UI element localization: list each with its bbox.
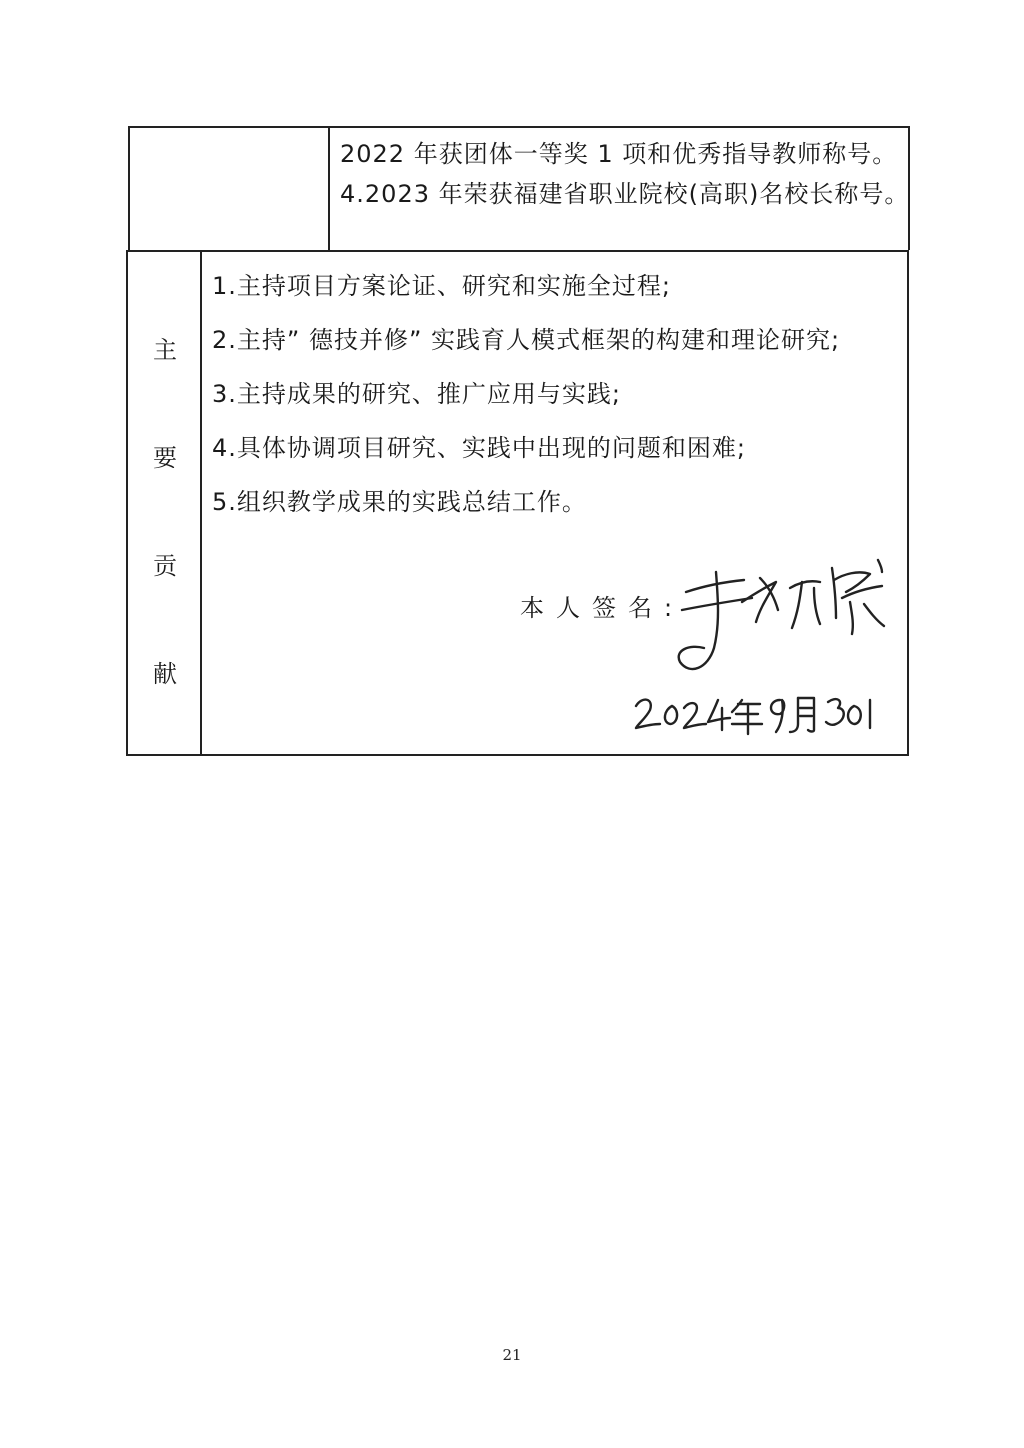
main-contribution-label-column (128, 252, 202, 754)
duty-list-item: 1.主持项目方案论证、研究和实施全过程; (212, 272, 671, 300)
side-label-char: 主 (153, 336, 177, 364)
handwritten-date (632, 688, 872, 738)
signature-label: 本人签名: (520, 594, 685, 622)
duty-list-item: 4.具体协调项目研究、实践中出现的问题和困难; (212, 434, 746, 462)
duty-list-item: 2.主持” 德技并修” 实践育人模式框架的构建和理论研究; (212, 326, 841, 354)
handwritten-signature (664, 552, 894, 682)
duty-list-item: 3.主持成果的研究、推广应用与实践; (212, 380, 621, 408)
duty-list-item: 5.组织教学成果的实践总结工作。 (212, 488, 587, 516)
side-label-char: 献 (153, 660, 177, 688)
award-line-2022: 2022 年获团体一等奖 1 项和优秀指导教师称号。 (340, 140, 898, 168)
page-number: 21 (502, 1346, 522, 1364)
table-top-right-cell (330, 128, 910, 252)
main-contribution-content (202, 252, 907, 754)
table-top-left-cell (130, 128, 330, 252)
table-top-row (128, 126, 910, 250)
side-label-char: 贡 (153, 552, 177, 580)
main-contribution-section (126, 250, 909, 756)
award-line-2023: 4.2023 年荣获福建省职业院校(高职)名校长称号。 (340, 180, 910, 208)
side-label-char: 要 (153, 444, 177, 472)
